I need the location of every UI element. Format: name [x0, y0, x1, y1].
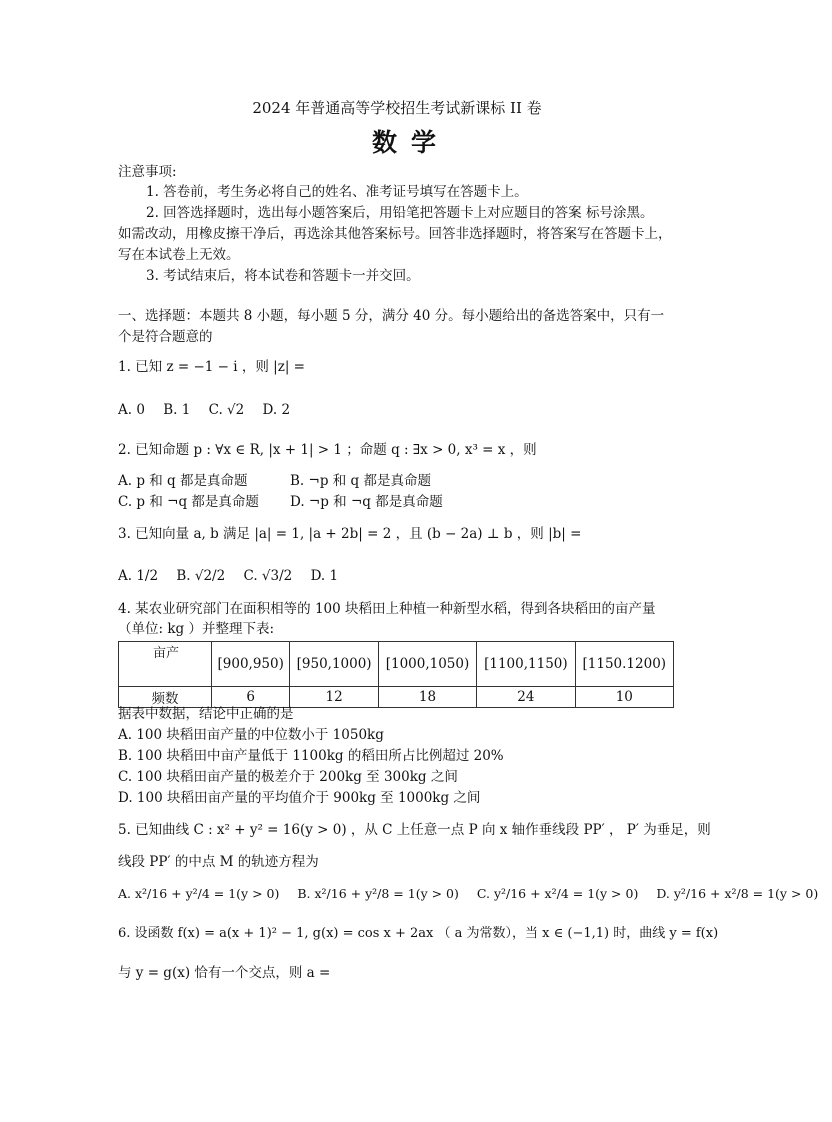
- notice-item-3: 3. 考试结束后，将本试卷和答题卡一并交回。: [146, 268, 420, 284]
- question-2-stem: 2. 已知命题 p : ∀x ∈ R, |x + 1| > 1 ；命题 q : ∃x > 0, x³ = x ，则: [118, 442, 537, 458]
- q3-option-d: D. 1: [310, 568, 339, 584]
- table-cell: [900,950): [212, 642, 290, 687]
- table-header-cell: [119, 642, 212, 687]
- q5-option-c: C. y²/16 + x²/4 = 1(y > 0): [476, 886, 639, 901]
- question-1-options: [118, 400, 304, 420]
- question-1-stem: 1. 已知 z = −1 − i ，则 |z| =: [118, 359, 305, 375]
- table-cell: [1000,1050): [378, 642, 476, 687]
- table-cell: [950,1000): [290, 642, 378, 687]
- q1-option-c: C. √2: [208, 402, 245, 418]
- q3-option-a: A. 1/2: [118, 568, 159, 584]
- q4-option-d: D. 100 块稻田亩产量的平均值介于 900kg 至 1000kg 之间: [118, 790, 481, 806]
- table-cell: [1100,1150): [477, 642, 575, 687]
- subject-title: 数学: [371, 128, 450, 157]
- q5-option-a: A. x²/16 + y²/4 = 1(y > 0): [118, 886, 280, 901]
- notice-item-2-end: 写在本试卷上无效。: [118, 247, 240, 263]
- question-4-after: 据表中数据，结论中正确的是: [118, 706, 294, 722]
- question-4-stem-cont: （单位: kg ）并整理下表:: [118, 621, 275, 637]
- notice-heading: 注意事项:: [118, 164, 177, 180]
- question-3-options: [118, 566, 352, 586]
- section-intro-cont: 个是符合题意的: [118, 329, 213, 345]
- notice-item-2: 2. 回答选择题时，选出每小题答案后，用铅笔把答题卡上对应题目的答案 标号涂黑。: [146, 205, 654, 221]
- table-cell: 10: [575, 687, 673, 708]
- question-6-stem: 6. 设函数 f(x) = a(x + 1)² − 1, g(x) = cos x + 2ax （ a 为常数），当 x ∈ (−1,1) 时，曲线 y = f(x): [118, 926, 719, 941]
- q1-option-a: A. 0: [118, 402, 145, 418]
- question-4-stem: 4. 某农业研究部门在面积相等的 100 块稻田上种植一种新型水稻，得到各块稻田的亩产量: [118, 601, 656, 617]
- question-2-options-row1: [118, 471, 674, 491]
- question-6-stem-cont: 与 y = g(x) 恰有一个交点，则 a =: [118, 965, 331, 981]
- section-intro: 一、选择题：本题共 8 小题，每小题 5 分，满分 40 分。每小题给出的备选答案中，只有一: [118, 308, 665, 324]
- table-cell: 6: [212, 687, 290, 708]
- q4-option-a: A. 100 块稻田亩产量的中位数小于 1050kg: [118, 727, 384, 743]
- table-cell: 18: [378, 687, 476, 708]
- q3-option-b: B. √2/2: [176, 568, 226, 584]
- question-5-stem-cont: 线段 PP′ 的中点 M 的轨迹方程为: [118, 854, 319, 870]
- table-row: [119, 642, 674, 687]
- q3-option-c: C. √3/2: [243, 568, 293, 584]
- question-3-stem: 3. 已知向量 a, b 满足 |a| = 1, |a + 2b| = 2 ，且 (b − 2a) ⊥ b ，则 |b| =: [118, 526, 582, 542]
- q4-option-c: C. 100 块稻田亩产量的极差介于 200kg 至 300kg 之间: [118, 769, 458, 785]
- table-cell: 12: [290, 687, 378, 708]
- question-5-stem: 5. 已知曲线 C : x² + y² = 16(y > 0) ，从 C 上任意一点 P 向 x 轴作垂线段 PP′ ， P′ 为垂足，则: [118, 822, 711, 838]
- question-2-options-row2: [118, 492, 674, 512]
- q5-option-d: D. y²/16 + x²/8 = 1(y > 0): [656, 886, 819, 901]
- q2-option-d: D. ¬p 和 ¬q 都是真命题: [290, 494, 443, 510]
- table-cell: 24: [477, 687, 575, 708]
- q1-option-d: D. 2: [262, 402, 291, 418]
- notice-item-1: 1. 答卷前，考生务必将自己的姓名、准考证号填写在答题卡上。: [146, 184, 528, 200]
- exam-title: 2024 年普通高等学校招生考试新课标 II 卷: [252, 99, 542, 117]
- q2-option-b: B. ¬p 和 q 都是真命题: [290, 473, 431, 489]
- q4-option-b: B. 100 块稻田中亩产量低于 1100kg 的稻田所占比例超过 20%: [118, 748, 504, 764]
- yield-table: [118, 641, 674, 708]
- table-header-cell: 频数: [119, 687, 212, 708]
- q2-option-c: C. p 和 ¬q 都是真命题: [118, 494, 259, 510]
- q5-option-b: B. x²/16 + y²/8 = 1(y > 0): [297, 886, 459, 901]
- q2-option-a: A. p 和 q 都是真命题: [118, 473, 248, 489]
- yield-label: 亩产: [153, 646, 180, 661]
- notice-item-2-cont: 如需改动，用橡皮擦干净后，再选涂其他答案标号。回答非选择题时，将答案写在答题卡上，: [118, 226, 672, 242]
- question-5-options: [118, 884, 832, 904]
- table-cell: [1150.1200): [575, 642, 673, 687]
- q1-option-b: B. 1: [163, 402, 191, 418]
